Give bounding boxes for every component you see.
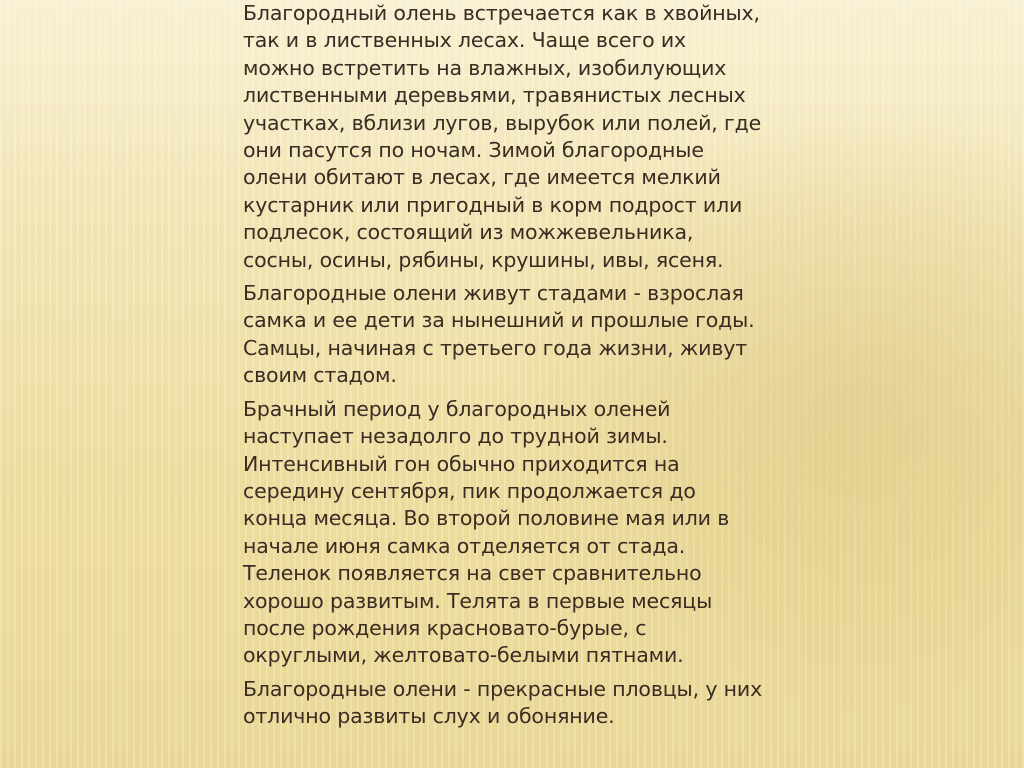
paragraph-herds: Благородные олени живут стадами - взрослая самка и ее дети за нынешний и прошлые годы. Самцы, начиная с третьего года жизни, живут своим стадом. xyxy=(243,281,755,388)
paragraph-mating: Брачный период у благородных оленей наступает незадолго до трудной зимы. Интенсивный гон обычно приходится на середину сентября, пик продолжается до конца месяца. Во второй половине мая или в начале июня самка отделяется от стада. Теленок появляется на свет сравнительно хорошо развитым. Телята в первые месяцы после рождения красновато-бурые, с округлыми, желтовато-белыми пятнами. xyxy=(243,396,730,668)
paragraph-habitat: Благородный олень встречается как в хвойных, так и в лиственных лесах. Чаще всего их можно встретить на влажных, изобилующих лиственными деревьями, травянистых лесных участках, вблизи лугов, вырубок или полей, где они пасутся по ночам. Зимой благородные олени обитают в лесах, где имеется мелкий кустарник или пригодный в корм подрост или подлесок, состоящий из можжевельника, сосны, осины, рябины, крушины, ивы, ясеня. xyxy=(243,1,762,272)
slide-text-body xyxy=(243,0,763,737)
paragraph-senses: Благородные олени - прекрасные пловцы, у них отлично развиты слух и обоняние. xyxy=(243,676,763,729)
